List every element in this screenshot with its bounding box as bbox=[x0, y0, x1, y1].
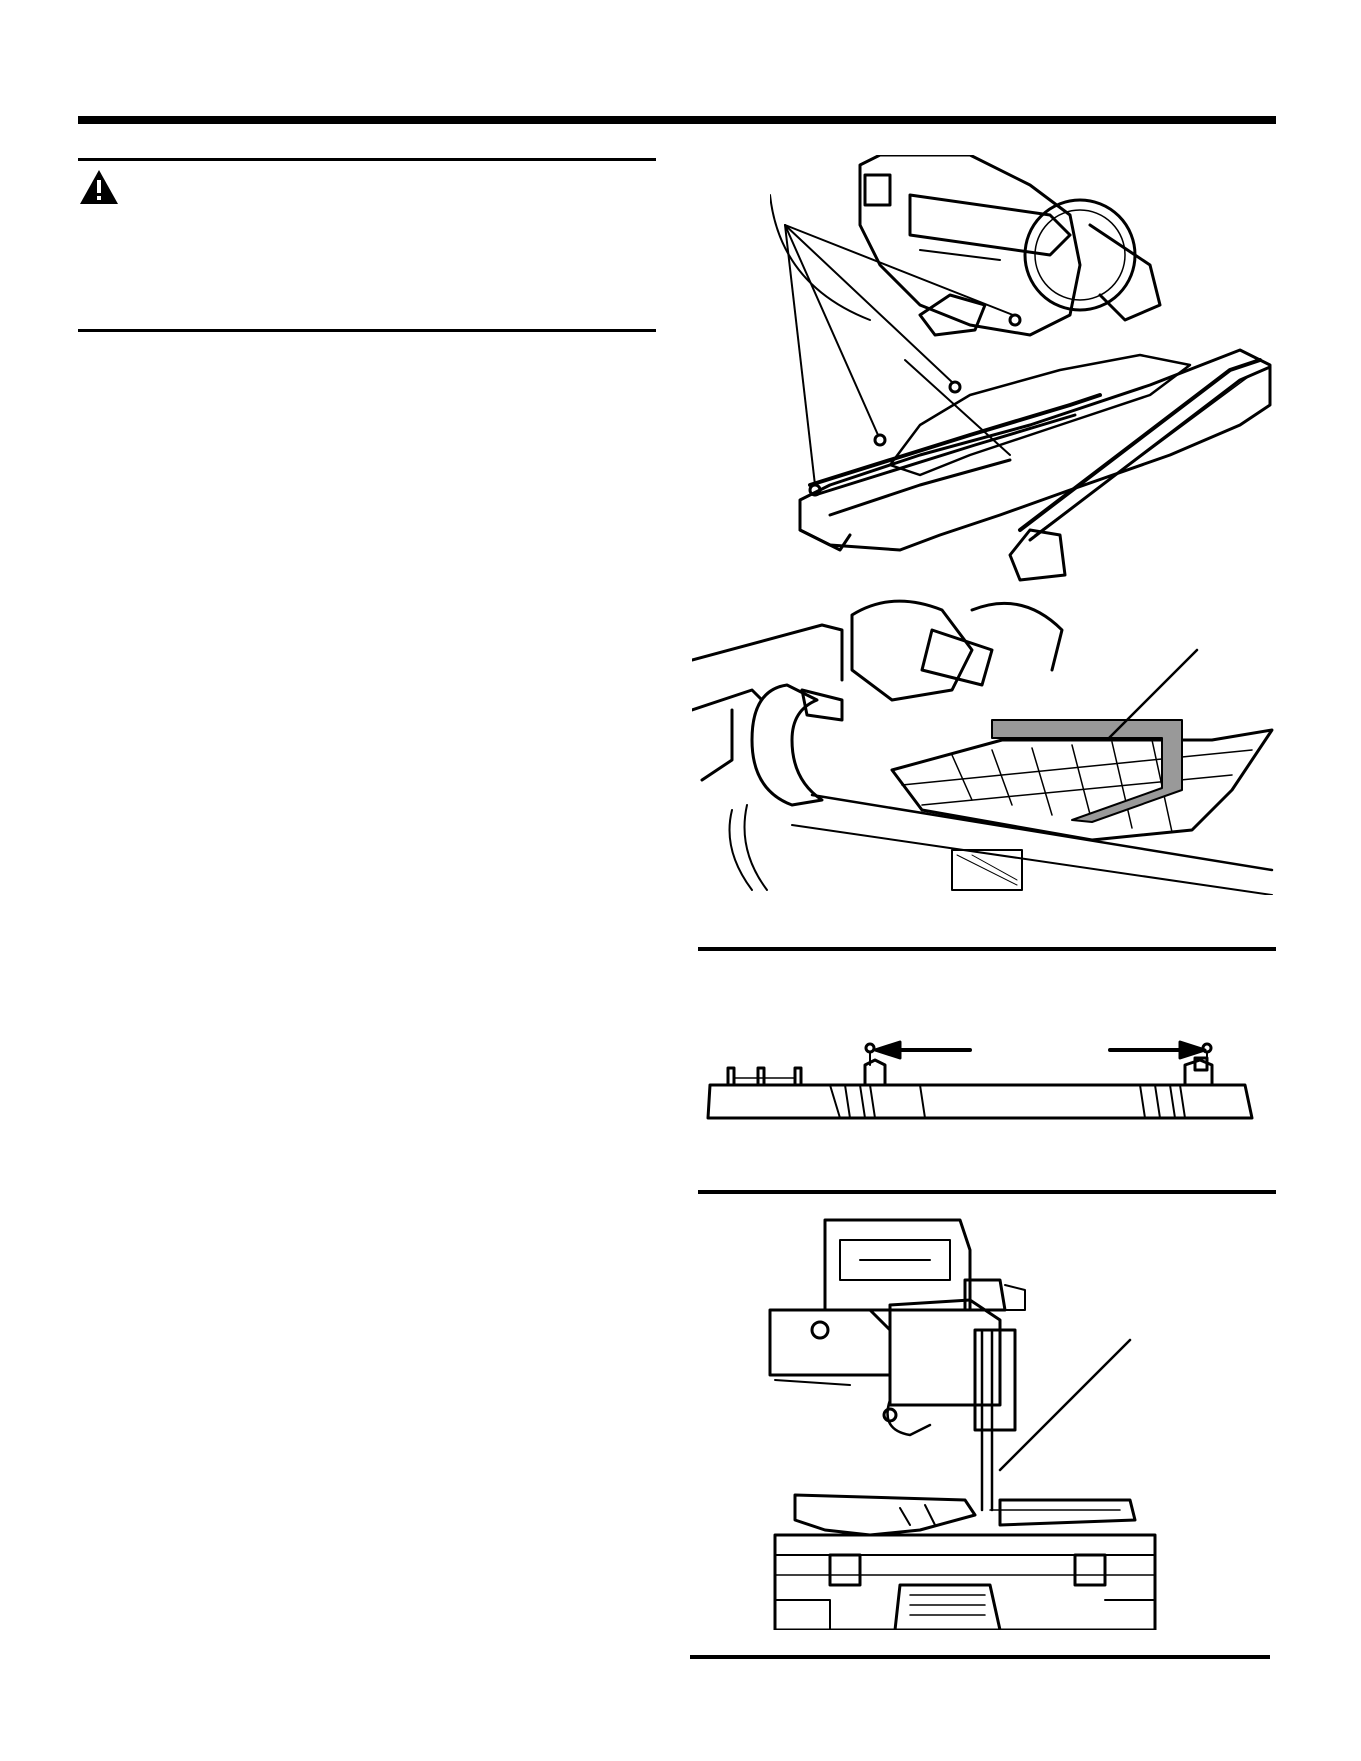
tile-saw-side-view-arrows-illustration bbox=[700, 1020, 1260, 1120]
tile-saw-square-on-tray-illustration bbox=[692, 590, 1276, 895]
warning-bottom-rule bbox=[78, 329, 656, 332]
tile-saw-blade-alignment-illustration bbox=[760, 1210, 1165, 1630]
warning-box bbox=[78, 158, 656, 332]
figure-divider-rule bbox=[698, 1190, 1276, 1194]
tile-saw-rail-screws-illustration bbox=[770, 155, 1275, 590]
warning-top-rule bbox=[78, 158, 656, 161]
figure-divider-rule bbox=[690, 1655, 1270, 1659]
figure-divider-rule bbox=[698, 947, 1276, 951]
warning-triangle-icon bbox=[78, 168, 120, 206]
page-header-rule bbox=[78, 116, 1276, 124]
